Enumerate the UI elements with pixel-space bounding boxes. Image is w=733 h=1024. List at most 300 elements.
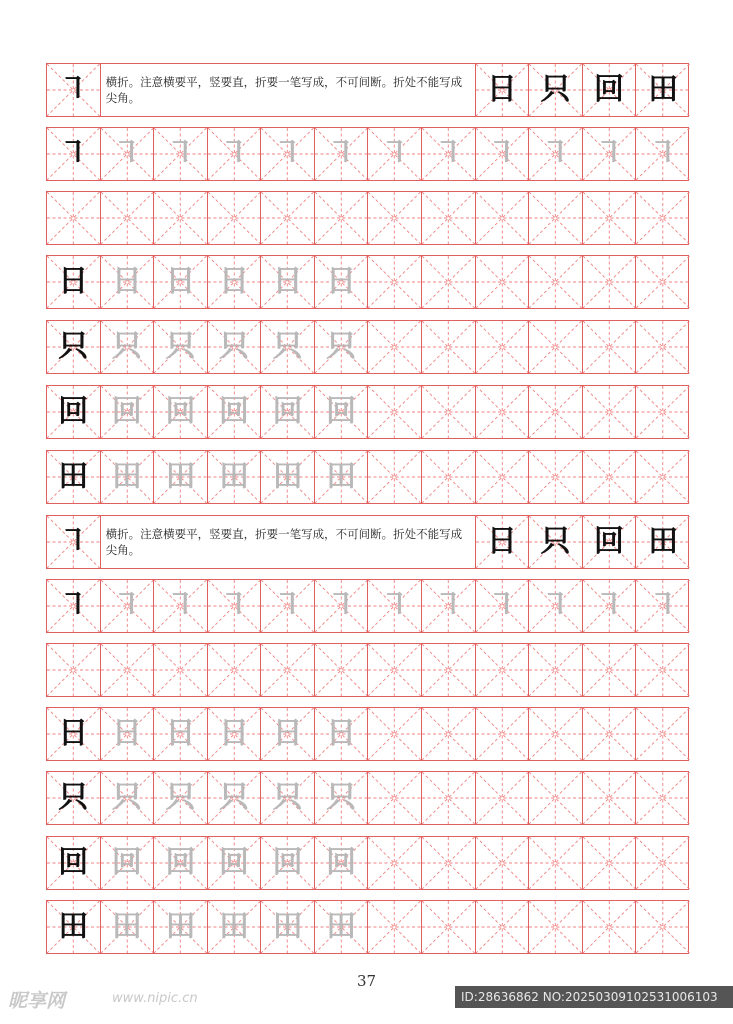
model-cell xyxy=(47,386,101,438)
mi-grid-guides xyxy=(636,772,690,824)
trace-cell xyxy=(101,256,155,308)
trace-character: ㇕ xyxy=(111,588,142,623)
empty-practice-cell xyxy=(476,644,530,696)
trace-character: ㇕ xyxy=(486,588,517,623)
stroke-instruction: 横折。注意横要平，竖要直，折要一笔写成，不可间断。折处不能写成尖角。 xyxy=(101,516,476,568)
watermark-url: www.nipic.cn xyxy=(112,991,198,1006)
trace-character: ㇕ xyxy=(594,136,625,171)
mi-grid-guides xyxy=(368,192,421,244)
empty-practice-cell xyxy=(47,192,101,244)
trace-character: ㇕ xyxy=(326,588,357,623)
trace-character: 回 xyxy=(111,394,142,429)
mi-grid-guides xyxy=(422,192,475,244)
practice-row xyxy=(46,385,689,439)
trace-character: ㇕ xyxy=(219,588,250,623)
empty-practice-cell xyxy=(154,644,208,696)
stroke-cell xyxy=(47,516,101,568)
empty-practice-cell xyxy=(315,644,369,696)
trace-cell xyxy=(261,321,315,373)
mi-grid-guides xyxy=(422,321,475,373)
empty-practice-cell xyxy=(636,321,690,373)
mi-grid-guides xyxy=(368,837,421,889)
trace-character: 只 xyxy=(165,329,196,364)
model-character: 田 xyxy=(58,909,89,944)
trace-cell xyxy=(529,580,583,632)
model-cell xyxy=(47,256,101,308)
trace-character: ㇕ xyxy=(433,136,464,171)
model-character: 回 xyxy=(594,72,625,107)
empty-practice-cell xyxy=(368,451,422,503)
empty-practice-cell xyxy=(208,644,262,696)
trace-character: 只 xyxy=(326,780,357,815)
empty-practice-cell xyxy=(315,192,369,244)
trace-cell xyxy=(154,451,208,503)
empty-practice-cell xyxy=(636,386,690,438)
trace-cell xyxy=(154,708,208,760)
practice-row xyxy=(46,191,689,245)
empty-practice-cell xyxy=(422,837,476,889)
trace-cell xyxy=(315,321,369,373)
mi-grid-guides xyxy=(208,192,261,244)
practice-row xyxy=(46,900,689,954)
mi-grid-guides xyxy=(47,192,100,244)
practice-row xyxy=(46,771,689,825)
mi-grid-guides xyxy=(261,192,314,244)
trace-character: 只 xyxy=(219,780,250,815)
mi-grid-guides xyxy=(101,644,154,696)
model-character: 田 xyxy=(648,524,679,559)
mi-grid-guides xyxy=(101,192,154,244)
trace-cell xyxy=(208,901,262,953)
trace-cell xyxy=(208,256,262,308)
trace-cell xyxy=(261,901,315,953)
model-character: 只 xyxy=(58,780,89,815)
trace-character: 日 xyxy=(272,264,303,299)
example-char-cell xyxy=(476,64,530,116)
model-character: 回 xyxy=(58,845,89,880)
model-cell xyxy=(47,128,101,180)
empty-practice-cell xyxy=(47,644,101,696)
trace-cell xyxy=(154,901,208,953)
mi-grid-guides xyxy=(636,192,690,244)
empty-practice-cell xyxy=(583,451,637,503)
mi-grid-guides xyxy=(208,644,261,696)
trace-character: 回 xyxy=(326,845,357,880)
empty-practice-cell xyxy=(529,837,583,889)
model-character: ㇕ xyxy=(58,72,89,107)
mi-grid-guides xyxy=(368,772,421,824)
trace-cell xyxy=(261,256,315,308)
trace-character: ㇕ xyxy=(272,588,303,623)
empty-practice-cell xyxy=(583,386,637,438)
empty-practice-cell xyxy=(476,386,530,438)
model-character: 日 xyxy=(58,264,89,299)
model-cell xyxy=(47,321,101,373)
mi-grid-guides xyxy=(583,451,636,503)
empty-practice-cell xyxy=(636,451,690,503)
stroke-header-row xyxy=(46,63,689,117)
trace-cell xyxy=(208,321,262,373)
trace-cell xyxy=(315,386,369,438)
mi-grid-guides xyxy=(476,192,529,244)
trace-character: 田 xyxy=(272,909,303,944)
trace-character: 田 xyxy=(326,909,357,944)
trace-character: ㇕ xyxy=(648,588,679,623)
trace-cell xyxy=(315,708,369,760)
stroke-header-row xyxy=(46,515,689,569)
trace-cell xyxy=(154,386,208,438)
trace-cell xyxy=(315,837,369,889)
trace-cell xyxy=(101,580,155,632)
trace-cell xyxy=(368,580,422,632)
mi-grid-guides xyxy=(636,644,690,696)
trace-cell xyxy=(208,580,262,632)
empty-practice-cell xyxy=(636,837,690,889)
example-char-cell xyxy=(583,64,637,116)
trace-character: 日 xyxy=(219,264,250,299)
empty-practice-cell xyxy=(368,256,422,308)
trace-cell xyxy=(208,451,262,503)
trace-cell xyxy=(101,901,155,953)
model-cell xyxy=(47,901,101,953)
practice-row xyxy=(46,320,689,374)
empty-practice-cell xyxy=(422,901,476,953)
trace-cell xyxy=(261,580,315,632)
practice-row xyxy=(46,450,689,504)
empty-practice-cell xyxy=(476,451,530,503)
model-character: ㇕ xyxy=(58,136,89,171)
trace-character: ㇕ xyxy=(219,136,250,171)
empty-practice-cell xyxy=(476,708,530,760)
mi-grid-guides xyxy=(636,451,690,503)
practice-row xyxy=(46,255,689,309)
mi-grid-guides xyxy=(315,192,368,244)
trace-character: 回 xyxy=(272,845,303,880)
empty-practice-cell xyxy=(154,192,208,244)
trace-cell xyxy=(101,837,155,889)
trace-cell xyxy=(154,256,208,308)
empty-practice-cell xyxy=(636,901,690,953)
trace-character: 回 xyxy=(165,394,196,429)
trace-cell xyxy=(261,128,315,180)
trace-cell xyxy=(261,708,315,760)
practice-row xyxy=(46,643,689,697)
model-cell xyxy=(47,837,101,889)
mi-grid-guides xyxy=(422,708,475,760)
trace-character: 只 xyxy=(165,780,196,815)
mi-grid-guides xyxy=(529,451,582,503)
trace-cell xyxy=(101,321,155,373)
trace-cell xyxy=(101,772,155,824)
empty-practice-cell xyxy=(368,644,422,696)
trace-character: ㇕ xyxy=(486,136,517,171)
empty-practice-cell xyxy=(476,192,530,244)
mi-grid-guides xyxy=(476,901,529,953)
empty-practice-cell xyxy=(422,451,476,503)
mi-grid-guides xyxy=(583,256,636,308)
mi-grid-guides xyxy=(368,256,421,308)
empty-practice-cell xyxy=(636,644,690,696)
trace-character: ㇕ xyxy=(165,588,196,623)
trace-cell xyxy=(583,128,637,180)
model-character: 回 xyxy=(594,524,625,559)
trace-character: 只 xyxy=(272,329,303,364)
empty-practice-cell xyxy=(583,837,637,889)
empty-practice-cell xyxy=(529,256,583,308)
trace-character: ㇕ xyxy=(326,136,357,171)
trace-character: 日 xyxy=(326,264,357,299)
trace-cell xyxy=(208,772,262,824)
trace-character: 日 xyxy=(219,716,250,751)
empty-practice-cell xyxy=(476,772,530,824)
empty-practice-cell xyxy=(368,386,422,438)
mi-grid-guides xyxy=(261,644,314,696)
mi-grid-guides xyxy=(583,708,636,760)
trace-character: 只 xyxy=(326,329,357,364)
mi-grid-guides xyxy=(583,837,636,889)
empty-practice-cell xyxy=(368,837,422,889)
mi-grid-guides xyxy=(154,192,207,244)
model-character: 日 xyxy=(486,72,517,107)
empty-practice-cell xyxy=(261,192,315,244)
trace-cell xyxy=(154,321,208,373)
model-character: 回 xyxy=(58,394,89,429)
trace-cell xyxy=(636,580,690,632)
example-char-cell xyxy=(529,64,583,116)
mi-grid-guides xyxy=(422,256,475,308)
mi-grid-guides xyxy=(476,644,529,696)
trace-character: ㇕ xyxy=(594,588,625,623)
trace-character: ㇕ xyxy=(272,136,303,171)
empty-practice-cell xyxy=(476,901,530,953)
empty-practice-cell xyxy=(529,772,583,824)
empty-practice-cell xyxy=(583,192,637,244)
empty-practice-cell xyxy=(368,192,422,244)
trace-character: 田 xyxy=(111,909,142,944)
mi-grid-guides xyxy=(636,901,690,953)
mi-grid-guides xyxy=(476,386,529,438)
mi-grid-guides xyxy=(368,708,421,760)
example-char-cell xyxy=(529,516,583,568)
mi-grid-guides xyxy=(476,321,529,373)
empty-practice-cell xyxy=(476,256,530,308)
mi-grid-guides xyxy=(368,644,421,696)
mi-grid-guides xyxy=(636,386,690,438)
mi-grid-guides xyxy=(422,901,475,953)
mi-grid-guides xyxy=(315,644,368,696)
empty-practice-cell xyxy=(476,837,530,889)
mi-grid-guides xyxy=(368,321,421,373)
empty-practice-cell xyxy=(422,386,476,438)
empty-practice-cell xyxy=(422,772,476,824)
mi-grid-guides xyxy=(583,321,636,373)
mi-grid-guides xyxy=(529,386,582,438)
mi-grid-guides xyxy=(583,644,636,696)
empty-practice-cell xyxy=(636,192,690,244)
trace-cell xyxy=(154,580,208,632)
example-char-cell xyxy=(636,516,690,568)
mi-grid-guides xyxy=(476,256,529,308)
empty-practice-cell xyxy=(529,644,583,696)
mi-grid-guides xyxy=(422,772,475,824)
trace-cell xyxy=(208,128,262,180)
mi-grid-guides xyxy=(422,837,475,889)
empty-practice-cell xyxy=(636,772,690,824)
empty-practice-cell xyxy=(422,321,476,373)
model-cell xyxy=(47,772,101,824)
trace-character: 回 xyxy=(326,394,357,429)
example-char-cell xyxy=(583,516,637,568)
empty-practice-cell xyxy=(368,321,422,373)
trace-cell xyxy=(315,451,369,503)
trace-character: 田 xyxy=(272,459,303,494)
model-character: 日 xyxy=(58,716,89,751)
trace-cell xyxy=(315,580,369,632)
trace-cell xyxy=(154,837,208,889)
mi-grid-guides xyxy=(529,256,582,308)
model-character: ㇕ xyxy=(58,524,89,559)
trace-character: 日 xyxy=(326,716,357,751)
trace-cell xyxy=(101,128,155,180)
empty-practice-cell xyxy=(529,901,583,953)
trace-character: ㇕ xyxy=(540,136,571,171)
trace-character: 田 xyxy=(165,909,196,944)
trace-character: ㇕ xyxy=(165,136,196,171)
empty-practice-cell xyxy=(529,321,583,373)
trace-character: ㇕ xyxy=(433,588,464,623)
example-char-cell xyxy=(636,64,690,116)
trace-character: 田 xyxy=(111,459,142,494)
model-character: ㇕ xyxy=(58,588,89,623)
practice-row xyxy=(46,127,689,181)
mi-grid-guides xyxy=(368,451,421,503)
trace-character: 只 xyxy=(219,329,250,364)
trace-character: 回 xyxy=(165,845,196,880)
trace-character: 回 xyxy=(219,845,250,880)
trace-character: ㇕ xyxy=(111,136,142,171)
trace-character: 日 xyxy=(111,264,142,299)
trace-cell xyxy=(529,128,583,180)
trace-character: 只 xyxy=(111,780,142,815)
trace-cell xyxy=(315,256,369,308)
trace-cell xyxy=(422,580,476,632)
mi-grid-guides xyxy=(422,386,475,438)
mi-grid-guides xyxy=(636,256,690,308)
trace-cell xyxy=(583,580,637,632)
empty-practice-cell xyxy=(529,708,583,760)
trace-character: ㇕ xyxy=(540,588,571,623)
model-character: 只 xyxy=(540,524,571,559)
model-cell xyxy=(47,708,101,760)
trace-character: 回 xyxy=(272,394,303,429)
mi-grid-guides xyxy=(583,772,636,824)
trace-character: 回 xyxy=(111,845,142,880)
trace-cell xyxy=(261,451,315,503)
mi-grid-guides xyxy=(636,321,690,373)
mi-grid-guides xyxy=(529,772,582,824)
trace-character: ㇕ xyxy=(379,136,410,171)
mi-grid-guides xyxy=(583,192,636,244)
mi-grid-guides xyxy=(47,644,100,696)
trace-cell xyxy=(101,451,155,503)
empty-practice-cell xyxy=(583,321,637,373)
mi-grid-guides xyxy=(476,708,529,760)
trace-character: 只 xyxy=(272,780,303,815)
empty-practice-cell xyxy=(583,901,637,953)
mi-grid-guides xyxy=(583,386,636,438)
trace-cell xyxy=(261,772,315,824)
trace-cell xyxy=(101,386,155,438)
empty-practice-cell xyxy=(368,901,422,953)
trace-character: 田 xyxy=(219,909,250,944)
empty-practice-cell xyxy=(476,321,530,373)
trace-character: 田 xyxy=(219,459,250,494)
mi-grid-guides xyxy=(529,321,582,373)
empty-practice-cell xyxy=(529,386,583,438)
practice-row xyxy=(46,579,689,633)
empty-practice-cell xyxy=(583,256,637,308)
mi-grid-guides xyxy=(529,837,582,889)
trace-cell xyxy=(101,708,155,760)
empty-practice-cell xyxy=(636,256,690,308)
mi-grid-guides xyxy=(476,451,529,503)
mi-grid-guides xyxy=(529,192,582,244)
empty-practice-cell xyxy=(583,644,637,696)
empty-practice-cell xyxy=(583,772,637,824)
empty-practice-cell xyxy=(422,256,476,308)
trace-cell xyxy=(368,128,422,180)
mi-grid-guides xyxy=(368,386,421,438)
trace-character: ㇕ xyxy=(648,136,679,171)
model-character: 只 xyxy=(58,329,89,364)
empty-practice-cell xyxy=(529,451,583,503)
trace-character: 日 xyxy=(272,716,303,751)
trace-cell xyxy=(315,901,369,953)
trace-character: 日 xyxy=(111,716,142,751)
model-cell xyxy=(47,451,101,503)
mi-grid-guides xyxy=(476,837,529,889)
watermark-id: ID:28636862 NO:20250309102531006103 xyxy=(455,986,733,1008)
mi-grid-guides xyxy=(636,837,690,889)
trace-character: 田 xyxy=(165,459,196,494)
mi-grid-guides xyxy=(583,901,636,953)
empty-practice-cell xyxy=(208,192,262,244)
trace-cell xyxy=(476,580,530,632)
empty-practice-cell xyxy=(422,644,476,696)
trace-cell xyxy=(154,128,208,180)
model-character: 只 xyxy=(540,72,571,107)
empty-practice-cell xyxy=(368,772,422,824)
mi-grid-guides xyxy=(529,708,582,760)
empty-practice-cell xyxy=(583,708,637,760)
trace-character: 只 xyxy=(111,329,142,364)
mi-grid-guides xyxy=(368,901,421,953)
watermark-site-name: 昵享网 xyxy=(8,990,66,1012)
trace-cell xyxy=(315,772,369,824)
stroke-instruction: 横折。注意横要平，竖要直，折要一笔写成，不可间断。折处不能写成尖角。 xyxy=(101,64,476,116)
empty-practice-cell xyxy=(529,192,583,244)
mi-grid-guides xyxy=(476,772,529,824)
trace-character: ㇕ xyxy=(379,588,410,623)
trace-cell xyxy=(261,837,315,889)
empty-practice-cell xyxy=(422,192,476,244)
trace-cell xyxy=(208,837,262,889)
trace-cell xyxy=(476,128,530,180)
mi-grid-guides xyxy=(529,901,582,953)
mi-grid-guides xyxy=(422,451,475,503)
empty-practice-cell xyxy=(101,644,155,696)
trace-character: 田 xyxy=(326,459,357,494)
